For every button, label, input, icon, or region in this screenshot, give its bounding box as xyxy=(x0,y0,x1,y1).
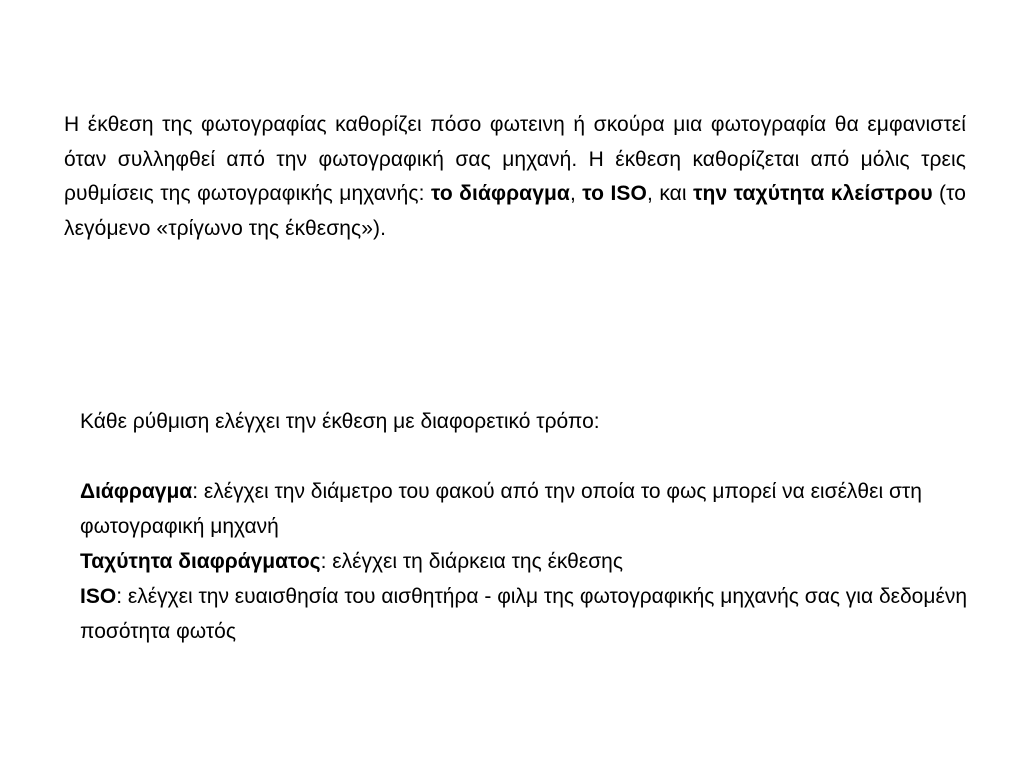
blank-line xyxy=(80,439,970,474)
term-iso: το ISO xyxy=(582,182,647,205)
setting-item-shutter-speed xyxy=(80,544,970,579)
setting-term: Διάφραγμα xyxy=(80,480,193,503)
setting-description: : ελέγχει τη διάρκεια της έκθεσης xyxy=(320,550,623,573)
setting-description: : ελέγχει την ευαισθησία του αισθητήρα - φιλμ της φωτογραφικής μηχανής σας για δεδομένη ποσότητα φωτός xyxy=(80,585,968,643)
intro-separator-2: , και xyxy=(646,182,694,205)
intro-text-end: (το λεγόμενο «τρίγωνο της έκθεσης»). xyxy=(64,182,967,240)
intro-text-start: Η έκθεση της φωτογραφίας καθορίζει πόσο φωτεινη ή σκούρα μια φωτογραφία θα εμφανιστεί όταν συλληφθεί από την φωτογραφική σας μηχανή. Η έκθεση καθορίζεται από μόλις τρεις ρυθμίσεις της φωτογραφικής μηχανής: xyxy=(64,113,966,205)
term-aperture: το διάφραγμα xyxy=(430,182,570,205)
term-shutter-speed: την ταχύτητα κλείστρου xyxy=(693,182,933,205)
intro-paragraph xyxy=(64,108,966,246)
settings-list xyxy=(80,404,970,649)
settings-heading: Κάθε ρύθμιση ελέγχει την έκθεση με διαφορετικό τρόπο: xyxy=(80,410,600,433)
setting-description: : ελέγχει την διάμετρο του φακού από την οποία το φως μπορεί να εισέλθει στη φωτογραφική μηχανή xyxy=(80,480,922,538)
setting-item-aperture xyxy=(80,474,970,544)
setting-item-iso xyxy=(80,579,970,649)
setting-term: Ταχύτητα διαφράγματος xyxy=(80,550,321,573)
setting-term: ISO xyxy=(80,585,117,608)
intro-separator-1: , xyxy=(569,182,583,205)
